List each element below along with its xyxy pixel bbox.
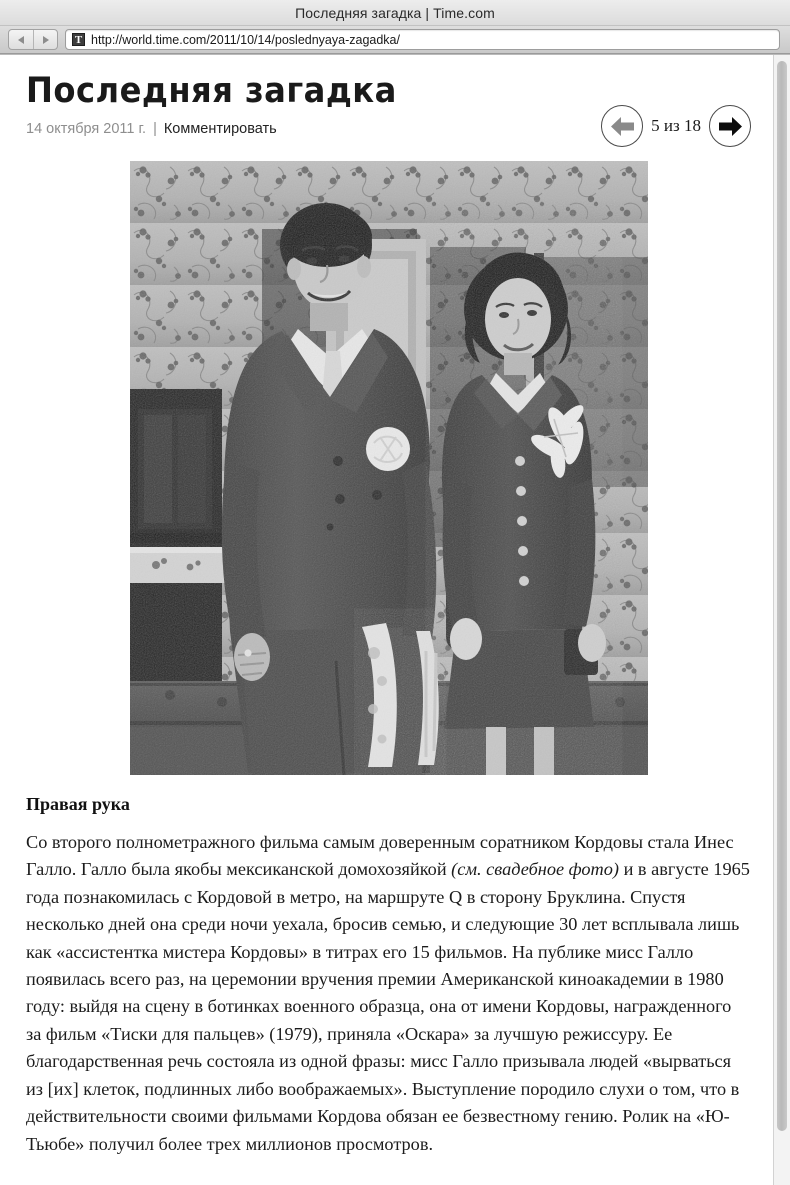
arrow-left-icon xyxy=(610,116,635,137)
article-header xyxy=(26,73,751,137)
forward-button[interactable] xyxy=(33,30,57,49)
arrow-right-icon xyxy=(718,116,743,137)
scrollbar-thumb[interactable] xyxy=(777,61,787,1131)
article-paragraph xyxy=(26,829,755,1158)
paragraph-lead: Со второго полнометражного фильма самым доверенным соратником Кордовы стала Инес Галло. Галло была якобы мексиканской домохозяйкой xyxy=(26,831,739,880)
browser-toolbar xyxy=(0,25,790,54)
wedding-photograph xyxy=(130,161,648,775)
content-area xyxy=(0,54,790,1185)
address-bar[interactable] xyxy=(65,29,780,50)
comment-link[interactable]: Комментировать xyxy=(163,120,277,137)
paragraph-rest: и в августе 1965 года познакомилась с Кордовой в метро, на маршруте Q в сторону Бруклина. Спустя несколько дней она среди ночи уехала, бросив семью, и следующие 30 лет всплывала лишь как «ассистентка мистера Кордовы» в титрах его 15 фильмов. На публике мисс Галло появилась всего раз, на церемонии вручения премии Американской киноакадемии в 1980 году: выйдя на сцену в ботинках военного образца, она от имени Кордовы, награжденного за фильм «Тиски для пальцев» (1979), приняла «Оскара» за лучшую режиссуру. Ее благодарственная речь состояла из одной фразы: мисс Галло призывала людей «вырваться из [их] клеток, подлинных либо воображаемых». Выступление породило слухи о том, что в действительности своими фильмами Кордова обязан ее безвестному гению. Ролик на «Ю-Тьюбе» получил более трех миллионов просмотров. xyxy=(26,859,755,1154)
page-title: Последняя загадка xyxy=(26,71,397,111)
vertical-scrollbar[interactable] xyxy=(773,55,790,1185)
url-text: http://world.time.com/2011/10/14/poslednyaya-zagadka/ xyxy=(91,32,400,47)
meta-separator: | xyxy=(153,120,157,137)
article-meta xyxy=(26,121,571,137)
site-favicon-icon: T xyxy=(72,33,85,46)
next-slide-button[interactable] xyxy=(709,105,751,147)
triangle-left-icon xyxy=(18,36,24,44)
web-page xyxy=(0,55,773,1185)
paragraph-italic-note: (см. свадебное фото) xyxy=(451,859,619,880)
back-button[interactable] xyxy=(9,30,33,49)
window-titlebar xyxy=(0,0,790,25)
triangle-right-icon xyxy=(43,36,49,44)
slide-counter: 5 из 18 xyxy=(651,116,701,135)
section-heading: Правая рука xyxy=(26,793,130,814)
slideshow-pager xyxy=(601,105,751,147)
publish-date: 14 октября 2011 г. xyxy=(26,120,147,137)
window-title: Последняя загадка | Time.com xyxy=(295,4,495,21)
previous-slide-button[interactable] xyxy=(601,105,643,147)
article-photo-figure xyxy=(130,161,648,775)
nav-button-group xyxy=(8,29,58,50)
